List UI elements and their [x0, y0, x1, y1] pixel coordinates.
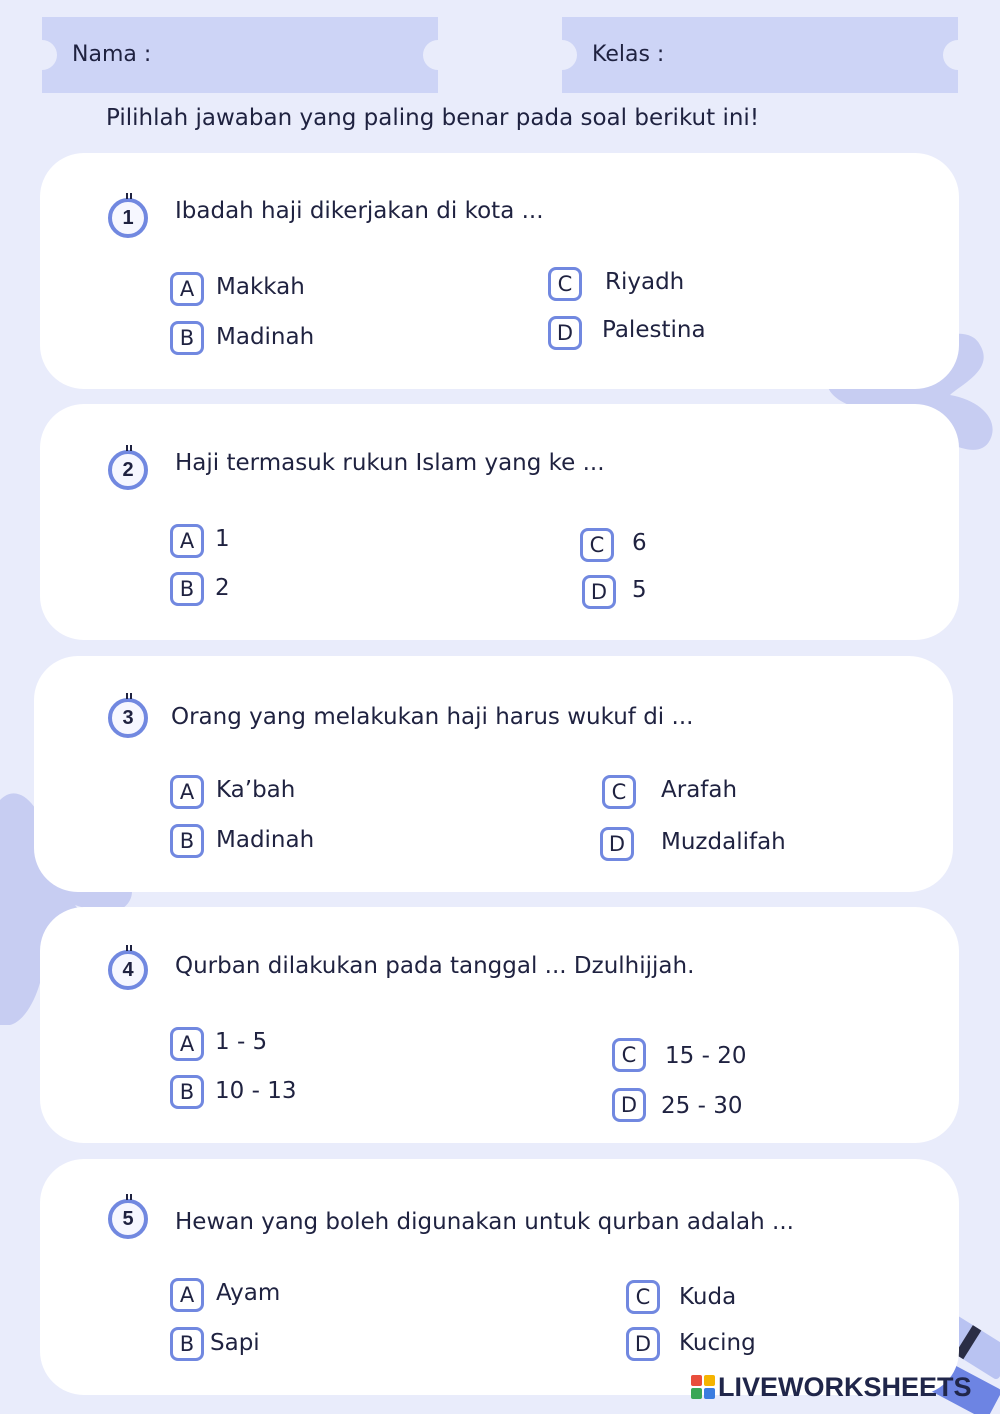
question-card-5: [40, 1159, 959, 1395]
option-c-text[interactable]: 6: [632, 530, 647, 556]
option-c-box[interactable]: C: [626, 1280, 660, 1314]
question-text: Haji termasuk rukun Islam yang ke ...: [175, 450, 605, 476]
option-c-box[interactable]: C: [548, 267, 582, 301]
question-number-badge: 1: [108, 198, 148, 238]
option-b-box[interactable]: B: [170, 1327, 204, 1361]
question-number-badge: 3: [108, 698, 148, 738]
option-c-text[interactable]: Riyadh: [605, 269, 685, 295]
option-b-text[interactable]: Sapi: [210, 1330, 260, 1356]
question-card-3: [34, 656, 953, 892]
question-text: Orang yang melakukan haji harus wukuf di ...: [171, 704, 694, 730]
option-d-box[interactable]: D: [582, 575, 616, 609]
option-d-text[interactable]: 5: [632, 577, 647, 603]
option-d-text[interactable]: Palestina: [602, 317, 706, 343]
option-c-box[interactable]: C: [612, 1038, 646, 1072]
question-card-4: [40, 907, 959, 1143]
liveworksheets-watermark[interactable]: [690, 1372, 972, 1403]
option-a-text[interactable]: Ka’bah: [216, 777, 296, 803]
name-field-ticket: [42, 17, 438, 93]
option-c-box[interactable]: C: [580, 528, 614, 562]
option-b-text[interactable]: Madinah: [216, 324, 315, 350]
option-d-text[interactable]: Muzdalifah: [661, 829, 786, 855]
instruction-text: Pilihlah jawaban yang paling benar pada soal berikut ini!: [106, 105, 760, 131]
option-a-box[interactable]: A: [170, 1278, 204, 1312]
option-a-text[interactable]: 1 - 5: [215, 1029, 268, 1055]
option-d-box[interactable]: D: [548, 316, 582, 350]
class-label: Kelas :: [592, 42, 665, 67]
option-a-text[interactable]: Ayam: [216, 1280, 281, 1306]
option-b-box[interactable]: B: [170, 1075, 204, 1109]
question-number-badge: 4: [108, 950, 148, 990]
option-a-box[interactable]: A: [170, 524, 204, 558]
question-text: Qurban dilakukan pada tanggal ... Dzulhijjah.: [175, 953, 695, 979]
option-c-text[interactable]: Kuda: [679, 1284, 737, 1310]
option-b-box[interactable]: B: [170, 321, 204, 355]
option-d-text[interactable]: 25 - 30: [661, 1093, 743, 1119]
option-a-box[interactable]: A: [170, 272, 204, 306]
watermark-text: LIVEWORKSHEETS: [718, 1372, 972, 1402]
question-number-badge: 2: [108, 450, 148, 490]
question-card-1: [40, 153, 959, 389]
option-a-box[interactable]: A: [170, 1027, 204, 1061]
option-d-box[interactable]: D: [600, 827, 634, 861]
option-d-box[interactable]: D: [612, 1088, 646, 1122]
option-c-text[interactable]: Arafah: [661, 777, 738, 803]
option-d-text[interactable]: Kucing: [679, 1330, 756, 1356]
option-b-text[interactable]: 2: [215, 575, 230, 601]
option-a-box[interactable]: A: [170, 775, 204, 809]
question-number-badge: 5: [108, 1199, 148, 1239]
name-label: Nama :: [72, 42, 152, 67]
option-b-box[interactable]: B: [170, 824, 204, 858]
option-a-text[interactable]: 1: [215, 526, 230, 552]
question-text: Ibadah haji dikerjakan di kota ...: [175, 198, 544, 224]
option-c-box[interactable]: C: [602, 775, 636, 809]
question-text: Hewan yang boleh digunakan untuk qurban adalah ...: [175, 1209, 794, 1235]
option-c-text[interactable]: 15 - 20: [665, 1043, 747, 1069]
class-field-ticket: [562, 17, 958, 93]
option-a-text[interactable]: Makkah: [216, 274, 305, 300]
option-b-text[interactable]: 10 - 13: [215, 1078, 297, 1104]
option-b-text[interactable]: Madinah: [216, 827, 315, 853]
option-b-box[interactable]: B: [170, 572, 204, 606]
question-card-2: [40, 404, 959, 640]
liveworksheets-logo-icon: [690, 1374, 716, 1400]
option-d-box[interactable]: D: [626, 1327, 660, 1361]
